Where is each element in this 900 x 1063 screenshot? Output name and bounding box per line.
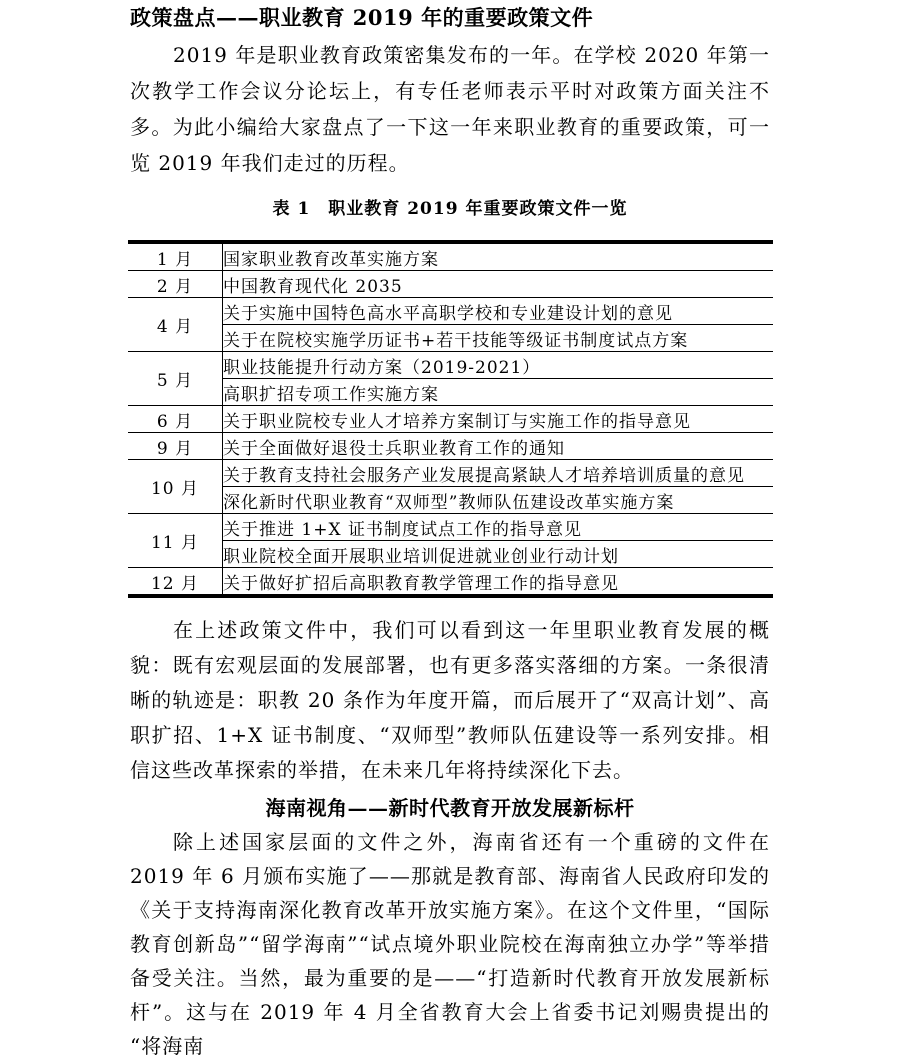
table-row xyxy=(128,352,773,379)
table-row xyxy=(128,433,773,460)
intro-paragraph: 2019 年是职业教育政策密集发布的一年。在学校 2020 年第一次教学工作会议分论坛上，有专任老师表示平时对政策方面关注不多。为此小编给大家盘点了一下这一年来职业教育的重要政策，可一览 2019 年我们走过的历程。 xyxy=(130,43,770,175)
policy-table xyxy=(128,240,773,598)
table-row xyxy=(128,242,773,271)
month-cell: 12 月 xyxy=(128,568,223,597)
table-row xyxy=(128,379,773,406)
section-heading-hainan: 海南视角——新时代教育开放发展新标杆 xyxy=(265,796,635,820)
policy-cell: 关于做好扩招后高职教育教学管理工作的指导意见 xyxy=(223,568,774,597)
document-page xyxy=(130,4,770,1063)
table-row xyxy=(128,298,773,325)
table-row xyxy=(128,487,773,514)
policy-cell: 关于在院校实施学历证书+若干技能等级证书制度试点方案 xyxy=(223,325,774,352)
table-row xyxy=(128,541,773,568)
table-row xyxy=(128,568,773,597)
month-cell: 11 月 xyxy=(128,514,223,568)
policy-cell: 关于实施中国特色高水平高职学校和专业建设计划的意见 xyxy=(223,298,774,325)
policy-table-body xyxy=(128,242,773,596)
month-cell: 2 月 xyxy=(128,271,223,298)
table-row xyxy=(128,271,773,298)
policy-cell: 关于教育支持社会服务产业发展提高紧缺人才培养培训质量的意见 xyxy=(223,460,774,487)
table-row xyxy=(128,460,773,487)
table-row xyxy=(128,514,773,541)
table-row xyxy=(128,325,773,352)
month-cell: 10 月 xyxy=(128,460,223,514)
hainan-paragraph: 除上述国家层面的文件之外，海南省还有一个重磅的文件在 2019 年 6 月颁布实施了——那就是教育部、海南省人民政府印发的《关于支持海南深化教育改革开放实施方案》。在这个文件里，“国际教育创新岛”“留学海南”“试点境外职业院校在海南独立办学”等举措备受关注。当然，最为重要的是——“打造新时代教育开放发展新标杆”。这与在 2019 年 4 月全省教育大会上省委书记刘赐贵提出的“将海南 xyxy=(130,830,770,1058)
table-row xyxy=(128,406,773,433)
month-cell: 9 月 xyxy=(128,433,223,460)
policy-cell: 国家职业教育改革实施方案 xyxy=(223,242,774,271)
summary-paragraph: 在上述政策文件中，我们可以看到这一年里职业教育发展的概貌：既有宏观层面的发展部署，也有更多落实落细的方案。一条很清晰的轨迹是：职教 20 条作为年度开篇，而后展开了“双高计划”、高职扩招、1+X 证书制度、“双师型”教师队伍建设等一系列安排。相信这些改革探索的举措，在未来几年将持续深化下去。 xyxy=(130,618,770,782)
month-cell: 1 月 xyxy=(128,242,223,271)
policy-cell: 关于推进 1+X 证书制度试点工作的指导意见 xyxy=(223,514,774,541)
policy-cell: 职业院校全面开展职业培训促进就业创业行动计划 xyxy=(223,541,774,568)
policy-cell: 关于全面做好退役士兵职业教育工作的通知 xyxy=(223,433,774,460)
table-caption: 表 1 职业教育 2019 年重要政策文件一览 xyxy=(272,199,628,219)
policy-cell: 深化新时代职业教育“双师型”教师队伍建设改革实施方案 xyxy=(223,487,774,514)
month-cell: 4 月 xyxy=(128,298,223,352)
month-cell: 6 月 xyxy=(128,406,223,433)
policy-cell: 职业技能提升行动方案（2019-2021） xyxy=(223,352,774,379)
page-title: 政策盘点——职业教育 2019 年的重要政策文件 xyxy=(130,5,594,30)
policy-cell: 关于职业院校专业人才培养方案制订与实施工作的指导意见 xyxy=(223,406,774,433)
month-cell: 5 月 xyxy=(128,352,223,406)
policy-cell: 高职扩招专项工作实施方案 xyxy=(223,379,774,406)
policy-cell: 中国教育现代化 2035 xyxy=(223,271,774,298)
